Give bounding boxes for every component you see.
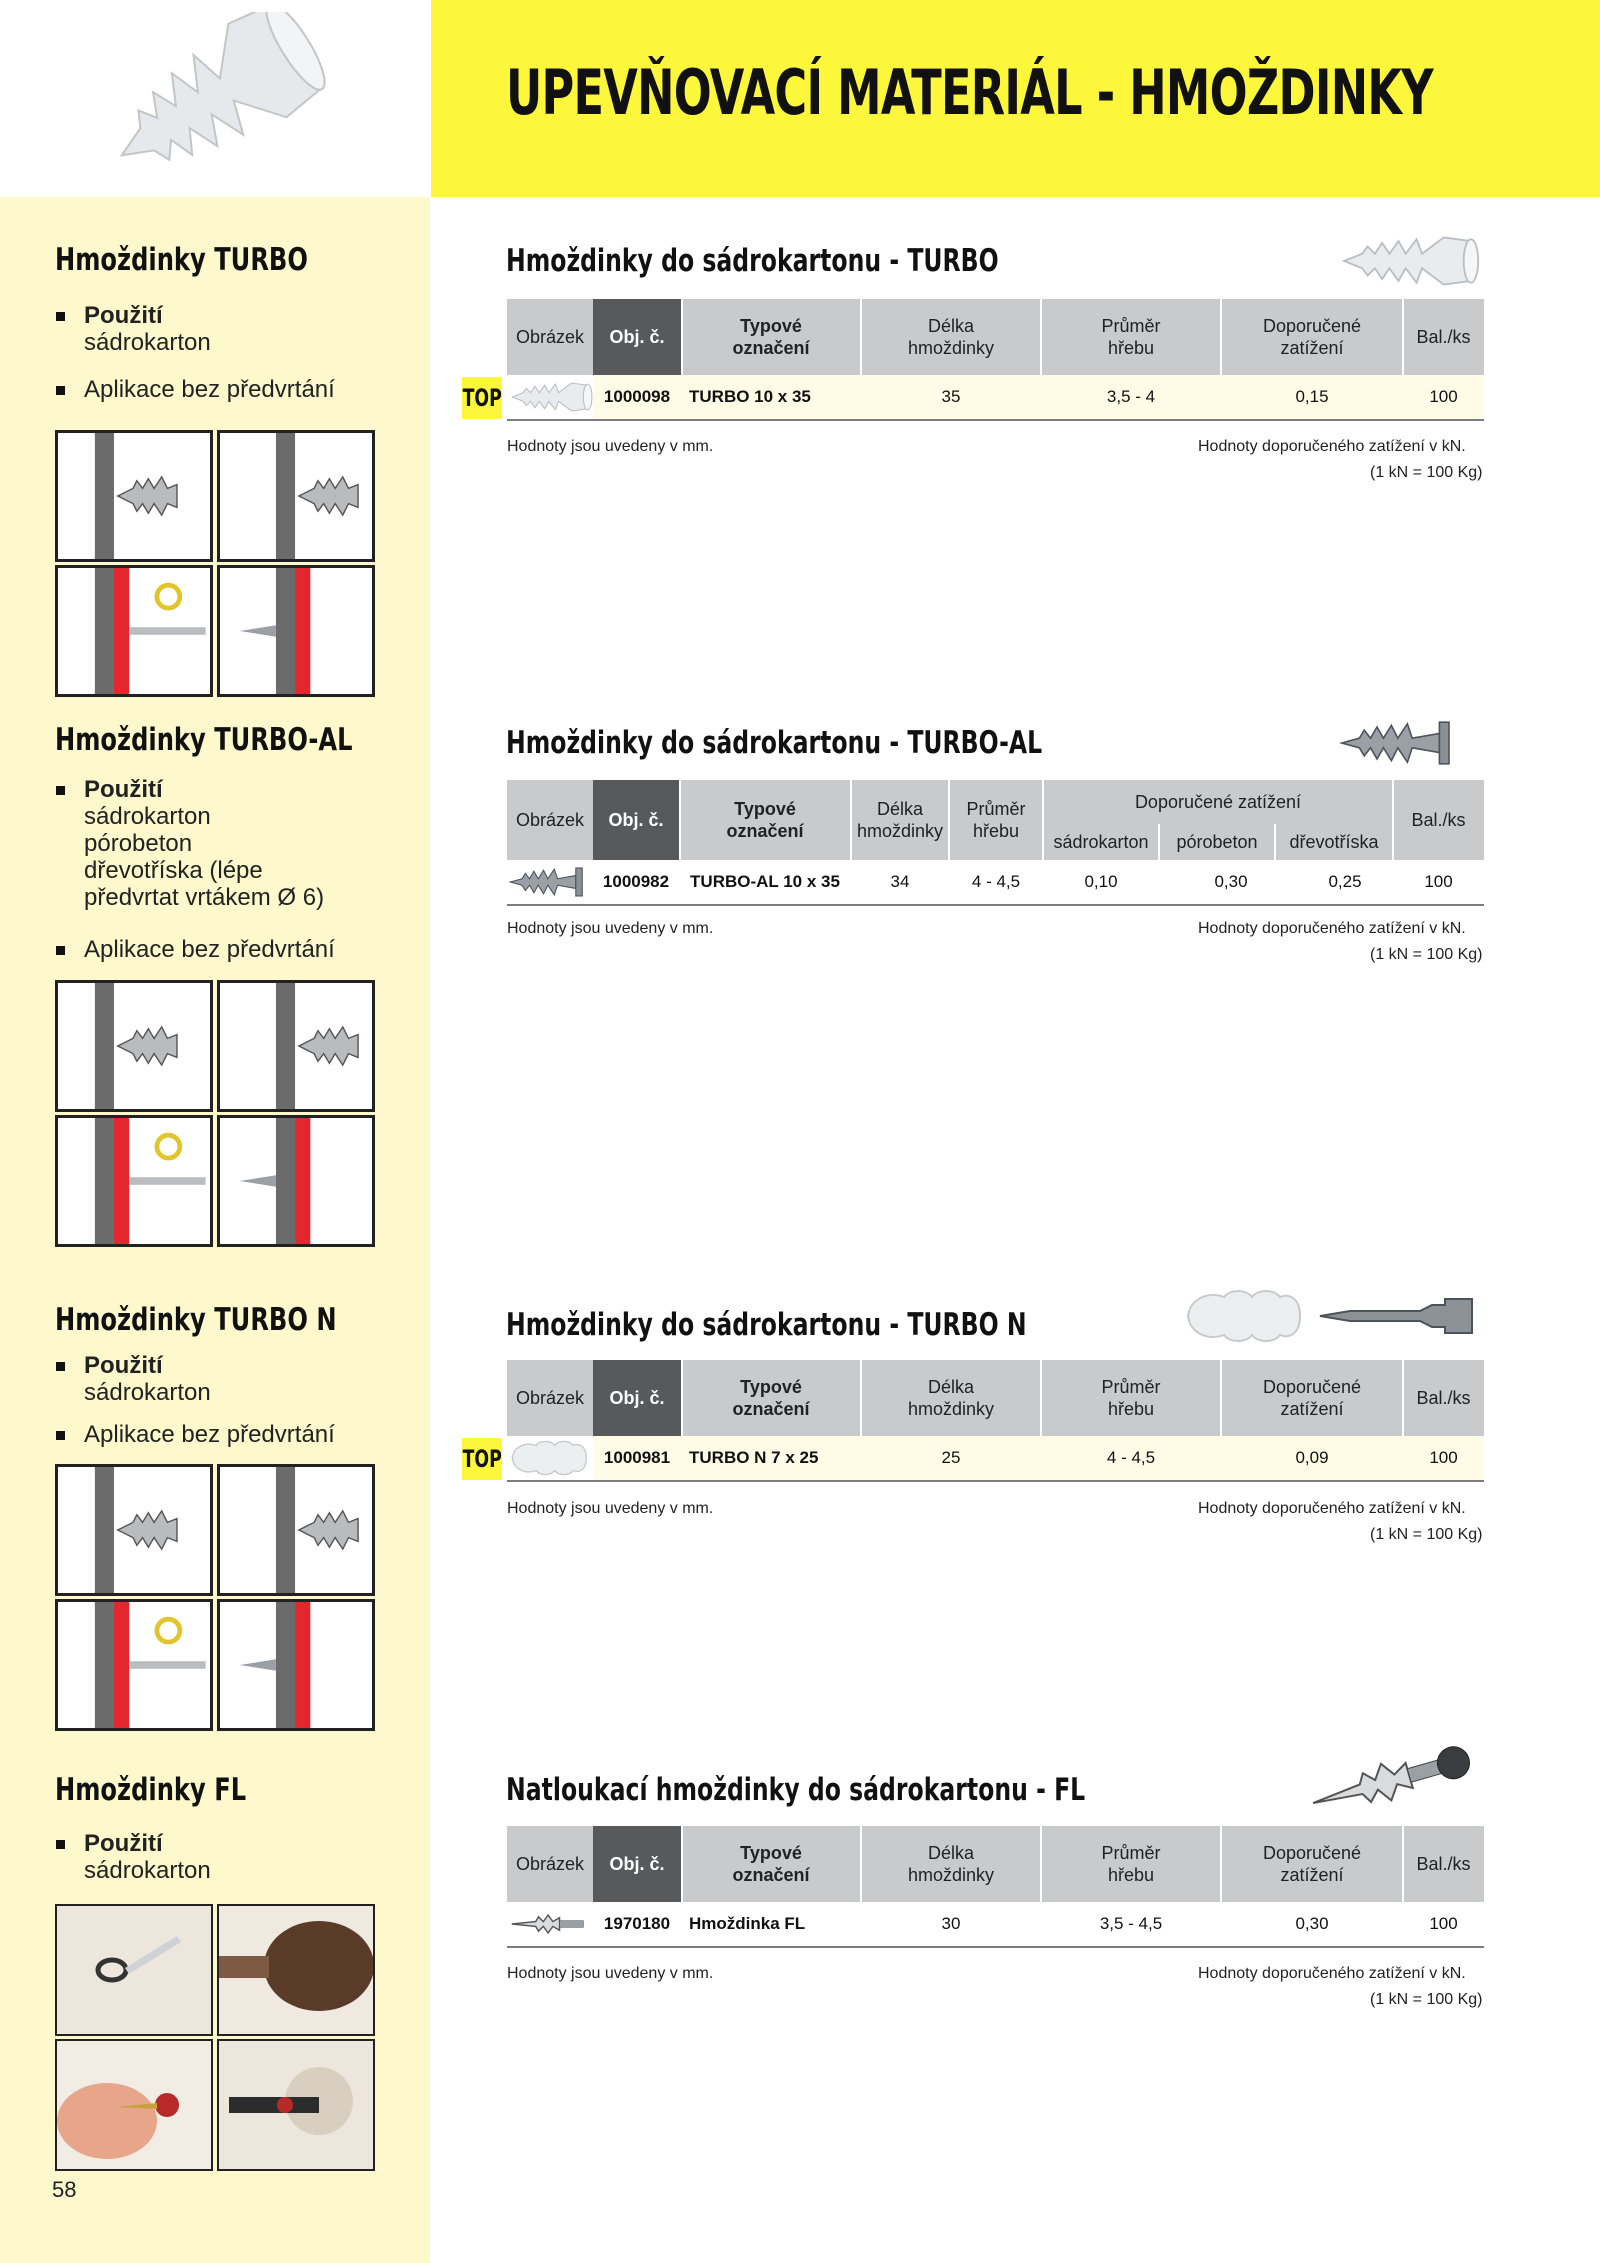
col-obrazek: Obrázek bbox=[515, 810, 585, 830]
note-kg: (1 kN = 100 Kg) bbox=[1370, 464, 1483, 481]
cell-prumer: 3,5 - 4,5 bbox=[1099, 1914, 1163, 1933]
col-zatizeni: Doporučené zatížení bbox=[1262, 1377, 1362, 1419]
col-delka: Délka hmoždinky bbox=[907, 316, 995, 358]
col-obj: Obj. č. bbox=[593, 1826, 681, 1902]
col-porobeton: pórobeton bbox=[1176, 832, 1258, 852]
col-zatizeni-group: Doporučené zatížení bbox=[1134, 792, 1302, 812]
cell-delka: 25 bbox=[941, 1448, 961, 1467]
table-header bbox=[507, 780, 1484, 860]
table-header bbox=[507, 299, 1484, 375]
col-typove: Typové označení bbox=[726, 799, 804, 841]
section-title-turbo-n: Hmoždinky do sádrokartonu - TURBO N bbox=[506, 1307, 1027, 1343]
table-header bbox=[507, 1826, 1484, 1902]
step-image bbox=[55, 1464, 213, 1596]
use-line: sádrokarton bbox=[84, 1857, 211, 1884]
use-line: sádrokarton bbox=[84, 1379, 211, 1406]
product-table-turbo-n bbox=[507, 1360, 1484, 1480]
cell-zatizeni: 0,15 bbox=[1295, 387, 1329, 406]
note-kg: (1 kN = 100 Kg) bbox=[1370, 946, 1483, 963]
product-thumbnail bbox=[507, 860, 593, 904]
col-typove: Typové označení bbox=[732, 316, 810, 358]
product-table-turbo-al bbox=[507, 780, 1484, 905]
sidebar-title-fl: Hmoždinky FL bbox=[55, 1772, 247, 1808]
product-thumbnail bbox=[507, 375, 593, 419]
cell-bal: 100 bbox=[1424, 872, 1453, 891]
bullet-icon bbox=[56, 1431, 65, 1440]
note-kg: (1 kN = 100 Kg) bbox=[1370, 1526, 1483, 1543]
bullet-icon bbox=[56, 1840, 65, 1849]
cell-type: TURBO N 7 x 25 bbox=[689, 1448, 819, 1467]
cell-obj: 1000981 bbox=[603, 1448, 671, 1467]
page-title: UPEVŇOVACÍ MATERIÁL - HMOŽDINKY bbox=[506, 56, 1433, 129]
cell-bal: 100 bbox=[1429, 1448, 1458, 1467]
note-mm: Hodnoty jsou uvedeny v mm. bbox=[507, 1500, 714, 1517]
step-image bbox=[217, 1115, 375, 1247]
use-line: předvrtat vrtákem Ø 6) bbox=[84, 884, 325, 911]
section-title-turbo: Hmoždinky do sádrokartonu - TURBO bbox=[506, 243, 999, 279]
col-bal: Bal./ks bbox=[1416, 327, 1471, 347]
header-dowel-illustration bbox=[95, 12, 335, 182]
sidebar-title-turbo: Hmoždinky TURBO bbox=[55, 242, 308, 278]
bullet-icon bbox=[56, 312, 65, 321]
turbo-dowel-illustration bbox=[1335, 228, 1480, 294]
step-image bbox=[217, 1464, 375, 1596]
col-typove: Typové označení bbox=[732, 1843, 810, 1885]
application-note: Aplikace bez předvrtání bbox=[84, 1421, 335, 1448]
note-kn: Hodnoty doporučeného zatížení v kN. bbox=[1198, 1965, 1466, 1982]
bullet-icon bbox=[56, 386, 65, 395]
cell-bal: 100 bbox=[1429, 387, 1458, 406]
col-obrazek: Obrázek bbox=[515, 1854, 585, 1874]
cell-obj: 1000098 bbox=[603, 387, 671, 406]
note-mm: Hodnoty jsou uvedeny v mm. bbox=[507, 1965, 714, 1982]
turbo-al-dowel-illustration bbox=[1337, 708, 1465, 778]
col-bal: Bal./ks bbox=[1416, 1388, 1471, 1408]
cell-prumer: 4 - 4,5 bbox=[1106, 1448, 1156, 1467]
step-image bbox=[55, 980, 213, 1112]
col-sadrokarton: sádrokarton bbox=[1053, 832, 1149, 852]
cell-delka: 30 bbox=[941, 1914, 961, 1933]
installation-steps-turbo-n bbox=[55, 1464, 379, 1734]
step-image bbox=[55, 1115, 213, 1247]
use-line: sádrokarton bbox=[84, 329, 211, 356]
installation-steps-turbo-al bbox=[55, 980, 379, 1250]
cell-obj: 1970180 bbox=[603, 1914, 671, 1933]
col-prumer: Průměr hřebu bbox=[966, 799, 1026, 841]
table-row bbox=[507, 860, 1484, 906]
product-table-turbo bbox=[507, 299, 1484, 419]
table-row bbox=[507, 1436, 1484, 1482]
cell-bal: 100 bbox=[1429, 1914, 1458, 1933]
col-typove: Typové označení bbox=[732, 1377, 810, 1419]
step-photo bbox=[55, 2039, 213, 2171]
col-obrazek: Obrázek bbox=[515, 1388, 585, 1408]
col-obj: Obj. č. bbox=[593, 780, 679, 860]
table-header bbox=[507, 1360, 1484, 1436]
step-image bbox=[55, 430, 213, 562]
col-zatizeni: Doporučené zatížení bbox=[1262, 1843, 1362, 1885]
product-thumbnail bbox=[507, 1436, 593, 1480]
sidebar-title-turbo-n: Hmoždinky TURBO N bbox=[55, 1302, 337, 1338]
section-title-turbo-al: Hmoždinky do sádrokartonu - TURBO-AL bbox=[506, 725, 1043, 761]
col-prumer: Průměr hřebu bbox=[1101, 1377, 1161, 1419]
section-title-fl: Natloukací hmoždinky do sádrokartonu - FL bbox=[506, 1772, 1086, 1808]
step-photo bbox=[217, 2039, 375, 2171]
cell-obj: 1000982 bbox=[602, 872, 670, 891]
step-image bbox=[217, 980, 375, 1112]
cell-type: Hmoždinka FL bbox=[689, 1914, 806, 1933]
application-note: Aplikace bez předvrtání bbox=[84, 936, 335, 963]
step-image bbox=[217, 565, 375, 697]
bullet-icon bbox=[56, 1362, 65, 1371]
cell-type: TURBO-AL 10 x 35 bbox=[690, 872, 840, 891]
bullet-icon bbox=[56, 786, 65, 795]
top-badge: TOP bbox=[462, 1438, 502, 1480]
col-delka: Délka hmoždinky bbox=[907, 1843, 995, 1885]
installation-steps-turbo bbox=[55, 430, 379, 700]
bullet-icon bbox=[56, 946, 65, 955]
note-kn: Hodnoty doporučeného zatížení v kN. bbox=[1198, 920, 1466, 937]
cell-zatizeni: 0,09 bbox=[1295, 1448, 1329, 1467]
use-line: sádrokarton bbox=[84, 803, 211, 830]
product-table-fl bbox=[507, 1826, 1484, 1946]
application-note: Aplikace bez předvrtání bbox=[84, 376, 335, 403]
step-photo bbox=[217, 1904, 375, 2036]
page-number: 58 bbox=[52, 2177, 77, 2202]
step-image bbox=[55, 1599, 213, 1731]
col-prumer: Průměr hřebu bbox=[1101, 316, 1161, 358]
use-label: Použití bbox=[84, 1830, 163, 1857]
col-bal: Bal./ks bbox=[1416, 1854, 1471, 1874]
note-kg: (1 kN = 100 Kg) bbox=[1370, 1991, 1483, 2008]
cell-delka: 34 bbox=[890, 872, 910, 891]
use-label: Použití bbox=[84, 776, 163, 803]
step-image bbox=[217, 1599, 375, 1731]
col-delka: Délka hmoždinky bbox=[856, 799, 944, 841]
table-row bbox=[507, 375, 1484, 421]
sidebar-title-turbo-al: Hmoždinky TURBO-AL bbox=[55, 722, 353, 758]
note-kn: Hodnoty doporučeného zatížení v kN. bbox=[1198, 438, 1466, 455]
installation-photos-fl bbox=[55, 1904, 379, 2174]
use-line: pórobeton bbox=[84, 830, 193, 857]
cell-porobeton: 0,30 bbox=[1214, 872, 1248, 891]
turbo-n-dowel-illustration bbox=[1180, 1285, 1485, 1347]
step-image bbox=[55, 565, 213, 697]
use-line: dřevotříska (lépe bbox=[84, 857, 263, 884]
cell-zatizeni: 0,30 bbox=[1295, 1914, 1329, 1933]
table-row bbox=[507, 1902, 1484, 1948]
col-obrazek: Obrázek bbox=[515, 327, 585, 347]
use-label: Použití bbox=[84, 1352, 163, 1379]
col-drevotriska: dřevotříska bbox=[1289, 832, 1379, 852]
use-label: Použití bbox=[84, 302, 163, 329]
cell-prumer: 4 - 4,5 bbox=[971, 872, 1021, 891]
col-zatizeni: Doporučené zatížení bbox=[1262, 316, 1362, 358]
col-obj: Obj. č. bbox=[593, 1360, 681, 1436]
step-image bbox=[217, 430, 375, 562]
cell-sadrokarton: 0,10 bbox=[1084, 872, 1118, 891]
cell-drevotriska: 0,25 bbox=[1328, 872, 1362, 891]
cell-type: TURBO 10 x 35 bbox=[689, 387, 811, 406]
cell-prumer: 3,5 - 4 bbox=[1106, 387, 1156, 406]
note-mm: Hodnoty jsou uvedeny v mm. bbox=[507, 920, 714, 937]
col-prumer: Průměr hřebu bbox=[1101, 1843, 1161, 1885]
top-badge: TOP bbox=[462, 377, 502, 419]
note-mm: Hodnoty jsou uvedeny v mm. bbox=[507, 438, 714, 455]
cell-delka: 35 bbox=[941, 387, 961, 406]
note-kn: Hodnoty doporučeného zatížení v kN. bbox=[1198, 1500, 1466, 1517]
col-delka: Délka hmoždinky bbox=[907, 1377, 995, 1419]
step-photo bbox=[55, 1904, 213, 2036]
fl-dowel-illustration bbox=[1300, 1740, 1480, 1822]
product-thumbnail bbox=[507, 1902, 593, 1946]
col-obj: Obj. č. bbox=[593, 299, 681, 375]
col-bal: Bal./ks bbox=[1411, 810, 1466, 830]
